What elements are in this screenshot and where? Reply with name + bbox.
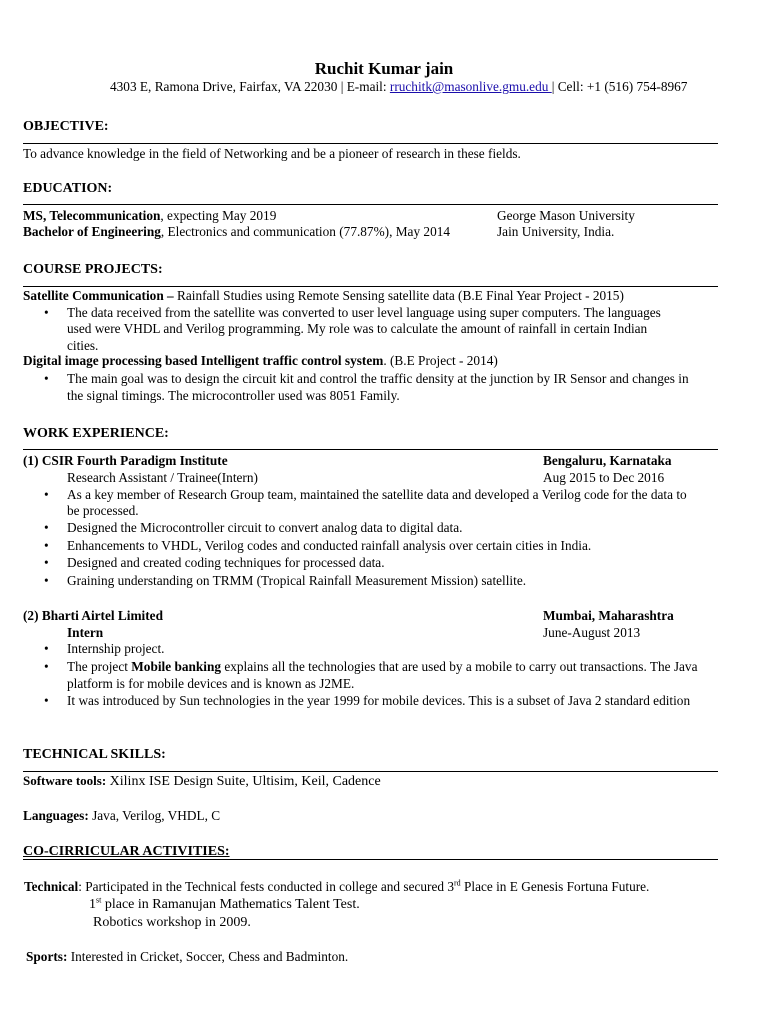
bullet-text-part: explains all the technologies that are used by a mobile to carry out transactions. The Java xyxy=(221,659,698,674)
technical-activity-3: Robotics workshop in 2009. xyxy=(93,915,251,930)
degree-name: Bachelor of Engineering xyxy=(23,224,161,239)
software-value: Xilinx ISE Design Suite, Ultisim, Keil, Cadence xyxy=(106,774,381,789)
project-name: Satellite Communication – xyxy=(23,288,178,303)
work-divider xyxy=(23,449,718,450)
degree-detail: , Electronics and communication (77.87%), May 2014 xyxy=(160,224,451,239)
cell-text: | Cell: +1 (516) 754-8967 xyxy=(551,79,688,94)
bullet-text: Graining understanding on TRMM (Tropical Rainfall Measurement Mission) satellite. xyxy=(67,573,527,588)
resume-name: Ruchit Kumar jain xyxy=(314,59,454,78)
job-dates: June-August 2013 xyxy=(543,625,641,640)
technical-text: 1 xyxy=(89,897,96,912)
technical-activity xyxy=(24,879,649,895)
project-title xyxy=(23,353,498,369)
bullet-text: Designed and created coding techniques for processed data. xyxy=(67,555,385,570)
projects-divider xyxy=(23,286,718,287)
sports-value: Interested in Cricket, Soccer, Chess and Badminton. xyxy=(67,949,349,964)
objective-heading: OBJECTIVE: xyxy=(23,119,109,134)
bullet-icon: • xyxy=(44,693,49,708)
project-title xyxy=(23,288,624,304)
email-link[interactable]: rruchitk@masonlive.gmu.edu xyxy=(389,79,552,94)
project-desc: Rainfall Studies using Remote Sensing satellite data (B.E Final Year Project - 2015) xyxy=(177,288,624,303)
project-desc: . (B.E Project - 2014) xyxy=(383,353,498,368)
bullet-icon: • xyxy=(44,371,49,386)
technical-text: place in Ramanujan Mathematics Talent Test. xyxy=(101,897,360,912)
bullet-icon: • xyxy=(44,538,49,553)
ordinal-suffix: rd xyxy=(454,878,461,888)
school-name: George Mason University xyxy=(497,208,635,223)
software-tools xyxy=(23,773,381,790)
technical-activity-2 xyxy=(89,897,360,913)
bullet-text: Internship project. xyxy=(67,641,165,656)
bullet-text: the signal timings. The microcontroller used was 8051 Family. xyxy=(67,388,400,403)
bullet-text: The main goal was to design the circuit kit and control the traffic density at the junction by IR Sensor and changes in xyxy=(67,371,689,386)
bullet-text: cities. xyxy=(67,338,99,353)
objective-divider xyxy=(23,143,718,144)
bullet-icon: • xyxy=(44,555,49,570)
technical-text: Place in E Genesis Fortuna Future. xyxy=(460,879,650,894)
degree-name: MS, Telecommunication xyxy=(23,208,161,223)
education-heading: EDUCATION: xyxy=(23,181,113,196)
project-name: Digital image processing based Intelligent traffic control system xyxy=(23,353,384,368)
bullet-icon: • xyxy=(44,641,49,656)
bullet-text: It was introduced by Sun technologies in the year 1999 for mobile devices. This is a subset of Java 2 standard edition xyxy=(67,693,691,708)
job-title: (1) CSIR Fourth Paradigm Institute xyxy=(23,453,228,468)
education-divider xyxy=(23,204,718,205)
bullet-text: platform is for mobile devices and is known as J2ME. xyxy=(67,676,355,691)
objective-text: To advance knowledge in the field of Networking and be a pioneer of research in these fields. xyxy=(23,146,521,161)
job-location: Bengaluru, Karnataka xyxy=(543,453,672,468)
skills-divider xyxy=(23,771,718,772)
project-name: Mobile banking xyxy=(131,659,222,674)
skills-heading: TECHNICAL SKILLS: xyxy=(23,747,166,762)
bullet-text-part: The project xyxy=(67,659,132,674)
bullet-text: As a key member of Research Group team, maintained the satellite data and developed a Verilog code for the data to xyxy=(67,487,687,502)
address-text: 4303 E, Ramona Drive, Fairfax, VA 22030 | E-mail: xyxy=(110,79,390,94)
activities-divider xyxy=(23,859,718,860)
work-heading: WORK EXPERIENCE: xyxy=(23,426,169,441)
school-name: Jain University, India. xyxy=(497,224,615,239)
degree-detail: , expecting May 2019 xyxy=(160,208,277,223)
bullet-text: Enhancements to VHDL, Verilog codes and conducted rainfall analysis over certain cities in India. xyxy=(67,538,592,553)
software-label: Software tools: xyxy=(23,773,107,788)
technical-text: : Participated in the Technical fests conducted in college and secured 3 xyxy=(78,879,454,894)
ordinal-suffix: st xyxy=(96,895,102,905)
languages xyxy=(23,808,220,824)
job-role: Intern xyxy=(67,625,104,640)
bullet-icon: • xyxy=(44,305,49,320)
bullet-text: Designed the Microcontroller circuit to convert analog data to digital data. xyxy=(67,520,463,535)
job-role: Research Assistant / Trainee(Intern) xyxy=(67,470,258,485)
education-row xyxy=(23,208,276,224)
bullet-text: be processed. xyxy=(67,503,139,518)
sports-activity xyxy=(26,949,348,965)
technical-label: Technical xyxy=(24,879,79,894)
job-dates: Aug 2015 to Dec 2016 xyxy=(543,470,665,485)
bullet-icon: • xyxy=(44,487,49,502)
languages-label: Languages: xyxy=(23,808,89,823)
job-title: (2) Bharti Airtel Limited xyxy=(23,608,163,623)
education-row xyxy=(23,224,450,240)
bullet-icon: • xyxy=(44,659,49,674)
bullet-icon: • xyxy=(44,573,49,588)
languages-value: Java, Verilog, VHDL, C xyxy=(88,808,221,823)
contact-line xyxy=(110,79,687,95)
sports-label: Sports: xyxy=(26,949,68,964)
bullet-text: used were VHDL and Verilog programming. My role was to calculate the amount of rainfall in certain Indian xyxy=(67,321,648,336)
bullet-text xyxy=(67,659,697,675)
activities-heading: CO-CIRRICULAR ACTIVITIES: xyxy=(23,844,230,859)
bullet-text: The data received from the satellite was converted to user level language using super computers. The languages xyxy=(67,305,661,320)
bullet-icon: • xyxy=(44,520,49,535)
job-location: Mumbai, Maharashtra xyxy=(543,608,674,623)
projects-heading: COURSE PROJECTS: xyxy=(23,262,163,277)
